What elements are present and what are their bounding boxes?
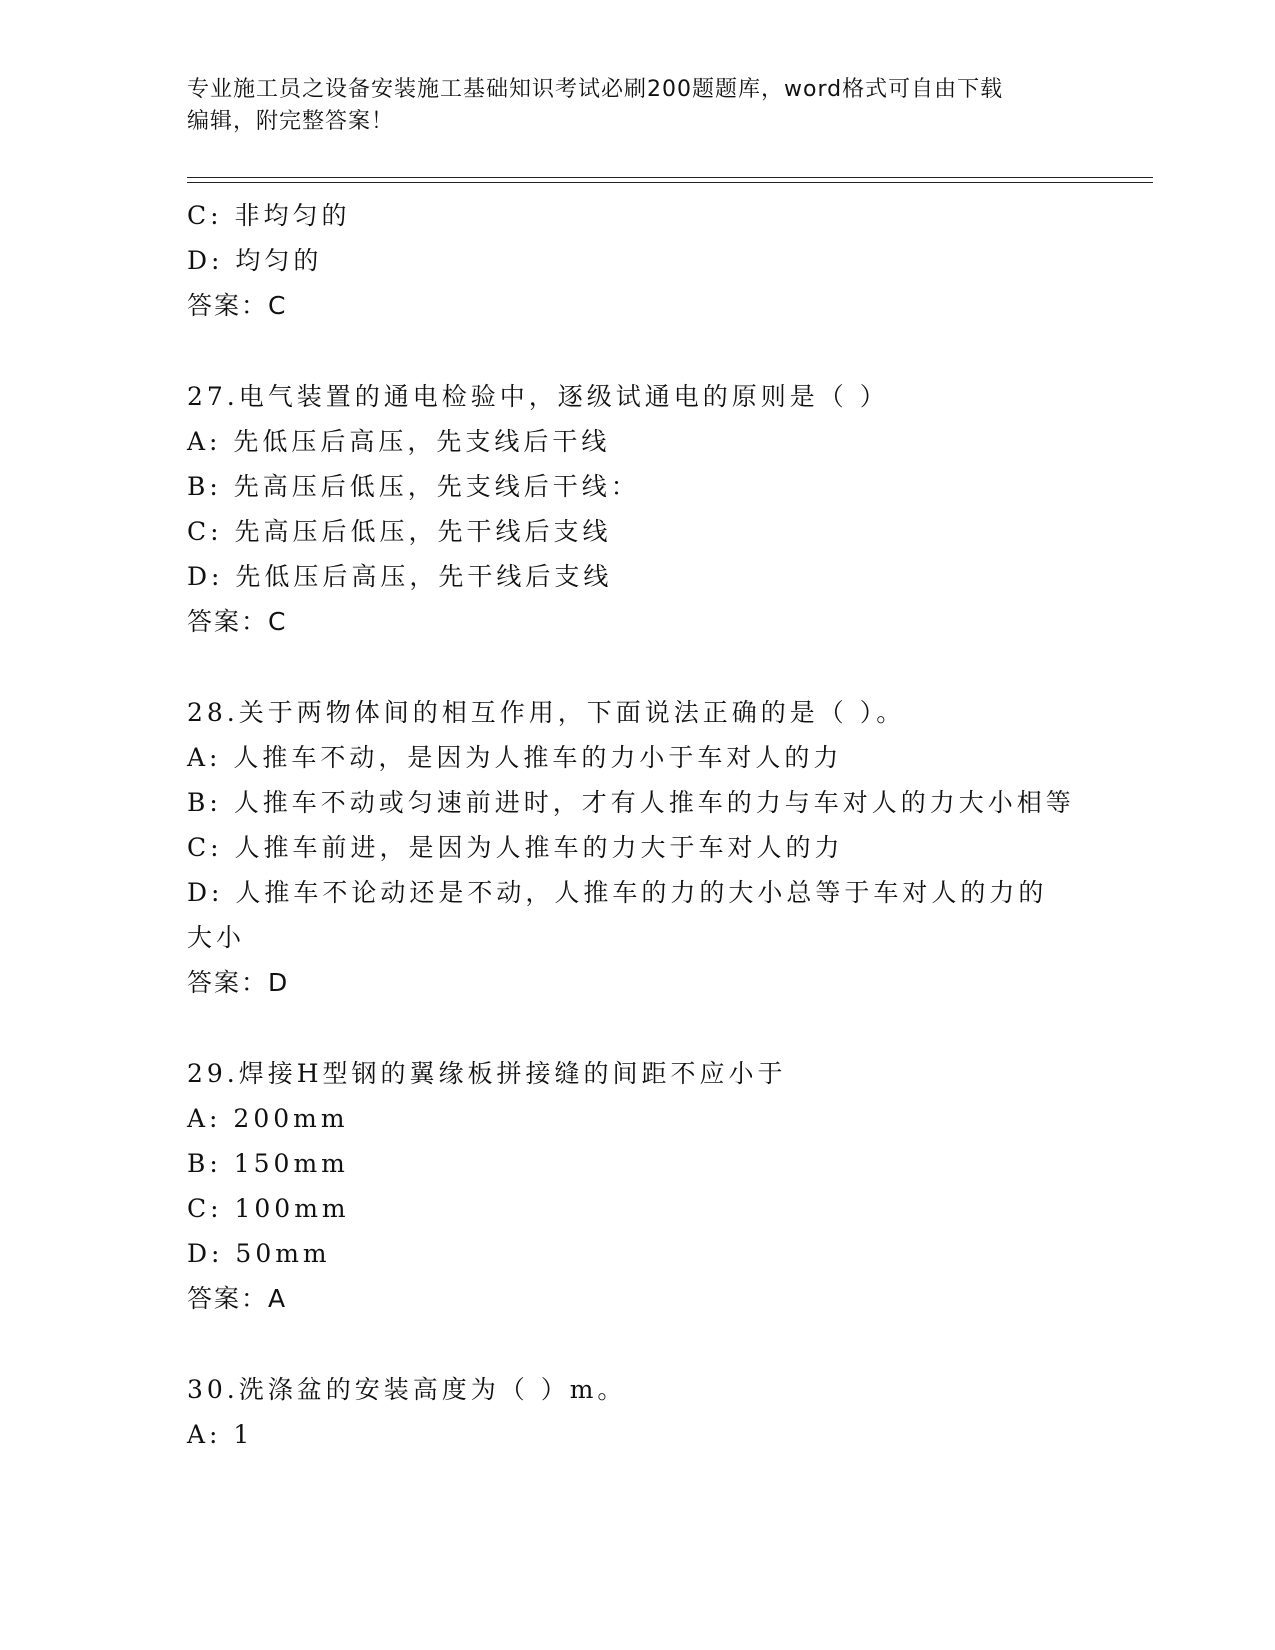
question-stem: 30.洗涤盆的安装高度为（ ）m。 xyxy=(187,1375,627,1404)
option-d: D: 50mm xyxy=(187,1239,331,1268)
answer-line: 答案：D xyxy=(187,968,290,997)
option-a: A: 先低压后高压，先支线后干线 xyxy=(187,427,611,456)
header-divider-top xyxy=(187,177,1153,178)
option-c: C: 先高压后低压，先干线后支线 xyxy=(187,517,612,546)
option-b: B: 人推车不动或匀速前进时，才有人推车的力与车对人的力大小相等 xyxy=(187,788,1075,817)
option-c: C: 100mm xyxy=(187,1194,350,1223)
answer-line: 答案：C xyxy=(187,291,288,320)
header-title-line-2: 编辑，附完整答案！ xyxy=(187,109,395,134)
option-a: A: 200mm xyxy=(187,1104,349,1133)
question-stem: 29.焊接H型钢的翼缘板拼接缝的间距不应小于 xyxy=(187,1059,787,1088)
question-stem: 27.电气装置的通电检验中，逐级试通电的原则是（ ） xyxy=(187,382,889,411)
option-a: A: 1 xyxy=(187,1420,254,1449)
page-header xyxy=(187,74,1067,138)
option-d: D: 人推车不论动还是不动，人推车的力的大小总等于车对人的力的大小 xyxy=(187,878,1048,952)
question-stem: 28.关于两物体间的相互作用，下面说法正确的是（ ）。 xyxy=(187,698,906,727)
option-d: D: 均匀的 xyxy=(187,246,323,275)
question-content xyxy=(187,193,1087,1457)
header-title-line-1: 专业施工员之设备安装施工基础知识考试必刷200题题库，word格式可自由下载 xyxy=(187,77,1004,102)
option-d: D: 先低压后高压，先干线后支线 xyxy=(187,562,613,591)
answer-line: 答案：C xyxy=(187,607,288,636)
option-b: B: 150mm xyxy=(187,1149,349,1178)
option-c: C: 人推车前进，是因为人推车的力大于车对人的力 xyxy=(187,833,844,862)
answer-line: 答案：A xyxy=(187,1284,288,1313)
option-c: C: 非均匀的 xyxy=(187,201,351,230)
header-divider-bottom xyxy=(187,182,1153,183)
option-a: A: 人推车不动，是因为人推车的力小于车对人的力 xyxy=(187,743,843,772)
option-b: B: 先高压后低压，先支线后干线： xyxy=(187,472,640,501)
